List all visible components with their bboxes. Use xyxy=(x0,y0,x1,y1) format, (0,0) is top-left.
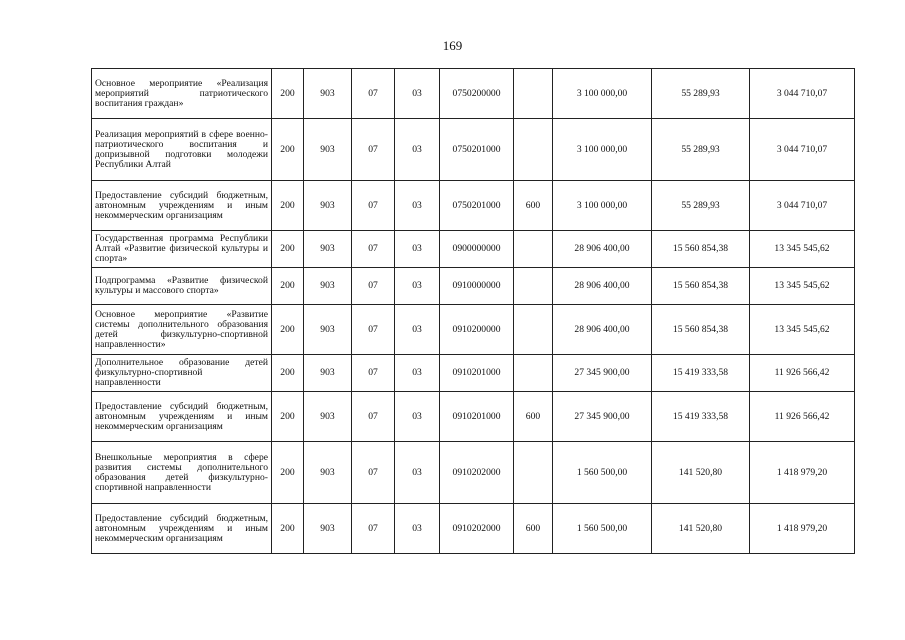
cell-expense-type: 600 xyxy=(514,392,553,442)
cell-subsection: 03 xyxy=(395,504,440,554)
cell-executed: 141 520,80 xyxy=(652,504,750,554)
cell-section: 07 xyxy=(352,392,395,442)
cell-executed: 55 289,93 xyxy=(652,181,750,231)
cell-target: 0900000000 xyxy=(440,231,514,268)
cell-approved: 28 906 400,00 xyxy=(553,305,652,355)
cell-ministry: 903 xyxy=(304,305,352,355)
table-row xyxy=(92,119,855,181)
table-row xyxy=(92,355,855,392)
cell-ministry: 903 xyxy=(304,442,352,504)
table-row xyxy=(92,305,855,355)
table-row xyxy=(92,392,855,442)
cell-ministry: 903 xyxy=(304,504,352,554)
cell-remainder: 3 044 710,07 xyxy=(750,119,855,181)
cell-executed: 55 289,93 xyxy=(652,69,750,119)
table-row xyxy=(92,504,855,554)
cell-executed: 55 289,93 xyxy=(652,119,750,181)
cell-expense-type: 600 xyxy=(514,504,553,554)
cell-code: 200 xyxy=(272,504,304,554)
cell-target: 0910202000 xyxy=(440,442,514,504)
cell-code: 200 xyxy=(272,442,304,504)
row-name: Основное мероприятие «Реализация мероприятий патриотического воспитания граждан» xyxy=(92,69,272,119)
cell-expense-type xyxy=(514,69,553,119)
cell-expense-type xyxy=(514,305,553,355)
cell-approved: 28 906 400,00 xyxy=(553,268,652,305)
table-row xyxy=(92,442,855,504)
cell-ministry: 903 xyxy=(304,231,352,268)
cell-code: 200 xyxy=(272,119,304,181)
cell-subsection: 03 xyxy=(395,69,440,119)
cell-remainder: 13 345 545,62 xyxy=(750,231,855,268)
cell-expense-type xyxy=(514,268,553,305)
cell-section: 07 xyxy=(352,355,395,392)
row-name: Внешкольные мероприятия в сфере развития системы дополнительного образования детей физкультурно-спортивной направленности xyxy=(92,442,272,504)
cell-executed: 15 419 333,58 xyxy=(652,392,750,442)
cell-section: 07 xyxy=(352,231,395,268)
budget-table xyxy=(91,68,855,554)
row-name: Основное мероприятие «Развитие системы дополнительного образования детей физкультурно-спортивной направленности» xyxy=(92,305,272,355)
row-name: Реализация мероприятий в сфере военно-патриотического воспитания и допризывной подготовки молодежи Республики Алтай xyxy=(92,119,272,181)
cell-subsection: 03 xyxy=(395,305,440,355)
cell-remainder: 1 418 979,20 xyxy=(750,442,855,504)
cell-remainder: 11 926 566,42 xyxy=(750,355,855,392)
cell-executed: 15 560 854,38 xyxy=(652,268,750,305)
page-number: 169 xyxy=(442,38,463,53)
cell-ministry: 903 xyxy=(304,268,352,305)
cell-expense-type xyxy=(514,355,553,392)
cell-approved: 3 100 000,00 xyxy=(553,181,652,231)
cell-expense-type xyxy=(514,231,553,268)
row-name: Предоставление субсидий бюджетным, автономным учреждениям и иным некоммерческим организациям xyxy=(92,504,272,554)
cell-target: 0910202000 xyxy=(440,504,514,554)
cell-target: 0910201000 xyxy=(440,355,514,392)
cell-code: 200 xyxy=(272,268,304,305)
cell-section: 07 xyxy=(352,442,395,504)
cell-approved: 28 906 400,00 xyxy=(553,231,652,268)
cell-remainder: 11 926 566,42 xyxy=(750,392,855,442)
row-name: Предоставление субсидий бюджетным, автономным учреждениям и иным некоммерческим организациям xyxy=(92,181,272,231)
row-name: Подпрограмма «Развитие физической культуры и массового спорта» xyxy=(92,268,272,305)
cell-code: 200 xyxy=(272,392,304,442)
table-row xyxy=(92,181,855,231)
cell-remainder: 13 345 545,62 xyxy=(750,305,855,355)
cell-remainder: 13 345 545,62 xyxy=(750,268,855,305)
cell-ministry: 903 xyxy=(304,119,352,181)
cell-ministry: 903 xyxy=(304,392,352,442)
cell-remainder: 1 418 979,20 xyxy=(750,504,855,554)
cell-subsection: 03 xyxy=(395,268,440,305)
cell-subsection: 03 xyxy=(395,119,440,181)
cell-ministry: 903 xyxy=(304,69,352,119)
cell-expense-type: 600 xyxy=(514,181,553,231)
cell-subsection: 03 xyxy=(395,355,440,392)
cell-subsection: 03 xyxy=(395,181,440,231)
cell-expense-type xyxy=(514,442,553,504)
cell-subsection: 03 xyxy=(395,442,440,504)
row-name: Государственная программа Республики Алтай «Развитие физической культуры и спорта» xyxy=(92,231,272,268)
cell-code: 200 xyxy=(272,69,304,119)
cell-code: 200 xyxy=(272,355,304,392)
cell-executed: 141 520,80 xyxy=(652,442,750,504)
cell-code: 200 xyxy=(272,231,304,268)
cell-approved: 1 560 500,00 xyxy=(553,442,652,504)
cell-section: 07 xyxy=(352,181,395,231)
cell-executed: 15 419 333,58 xyxy=(652,355,750,392)
cell-subsection: 03 xyxy=(395,231,440,268)
cell-code: 200 xyxy=(272,305,304,355)
table-row xyxy=(92,268,855,305)
cell-executed: 15 560 854,38 xyxy=(652,305,750,355)
cell-approved: 3 100 000,00 xyxy=(553,119,652,181)
cell-approved: 27 345 900,00 xyxy=(553,392,652,442)
cell-section: 07 xyxy=(352,305,395,355)
cell-target: 0910000000 xyxy=(440,268,514,305)
cell-expense-type xyxy=(514,119,553,181)
cell-executed: 15 560 854,38 xyxy=(652,231,750,268)
cell-remainder: 3 044 710,07 xyxy=(750,181,855,231)
cell-ministry: 903 xyxy=(304,181,352,231)
cell-target: 0910201000 xyxy=(440,392,514,442)
table-row xyxy=(92,69,855,119)
cell-target: 0910200000 xyxy=(440,305,514,355)
cell-section: 07 xyxy=(352,268,395,305)
cell-ministry: 903 xyxy=(304,355,352,392)
cell-target: 0750201000 xyxy=(440,181,514,231)
cell-target: 0750200000 xyxy=(440,69,514,119)
cell-target: 0750201000 xyxy=(440,119,514,181)
cell-section: 07 xyxy=(352,119,395,181)
cell-subsection: 03 xyxy=(395,392,440,442)
cell-remainder: 3 044 710,07 xyxy=(750,69,855,119)
row-name: Предоставление субсидий бюджетным, автономным учреждениям и иным некоммерческим организациям xyxy=(92,392,272,442)
cell-approved: 1 560 500,00 xyxy=(553,504,652,554)
cell-approved: 3 100 000,00 xyxy=(553,69,652,119)
cell-approved: 27 345 900,00 xyxy=(553,355,652,392)
cell-section: 07 xyxy=(352,69,395,119)
cell-section: 07 xyxy=(352,504,395,554)
row-name: Дополнительное образование детей физкультурно-спортивной направленности xyxy=(92,355,272,392)
table-row xyxy=(92,231,855,268)
cell-code: 200 xyxy=(272,181,304,231)
